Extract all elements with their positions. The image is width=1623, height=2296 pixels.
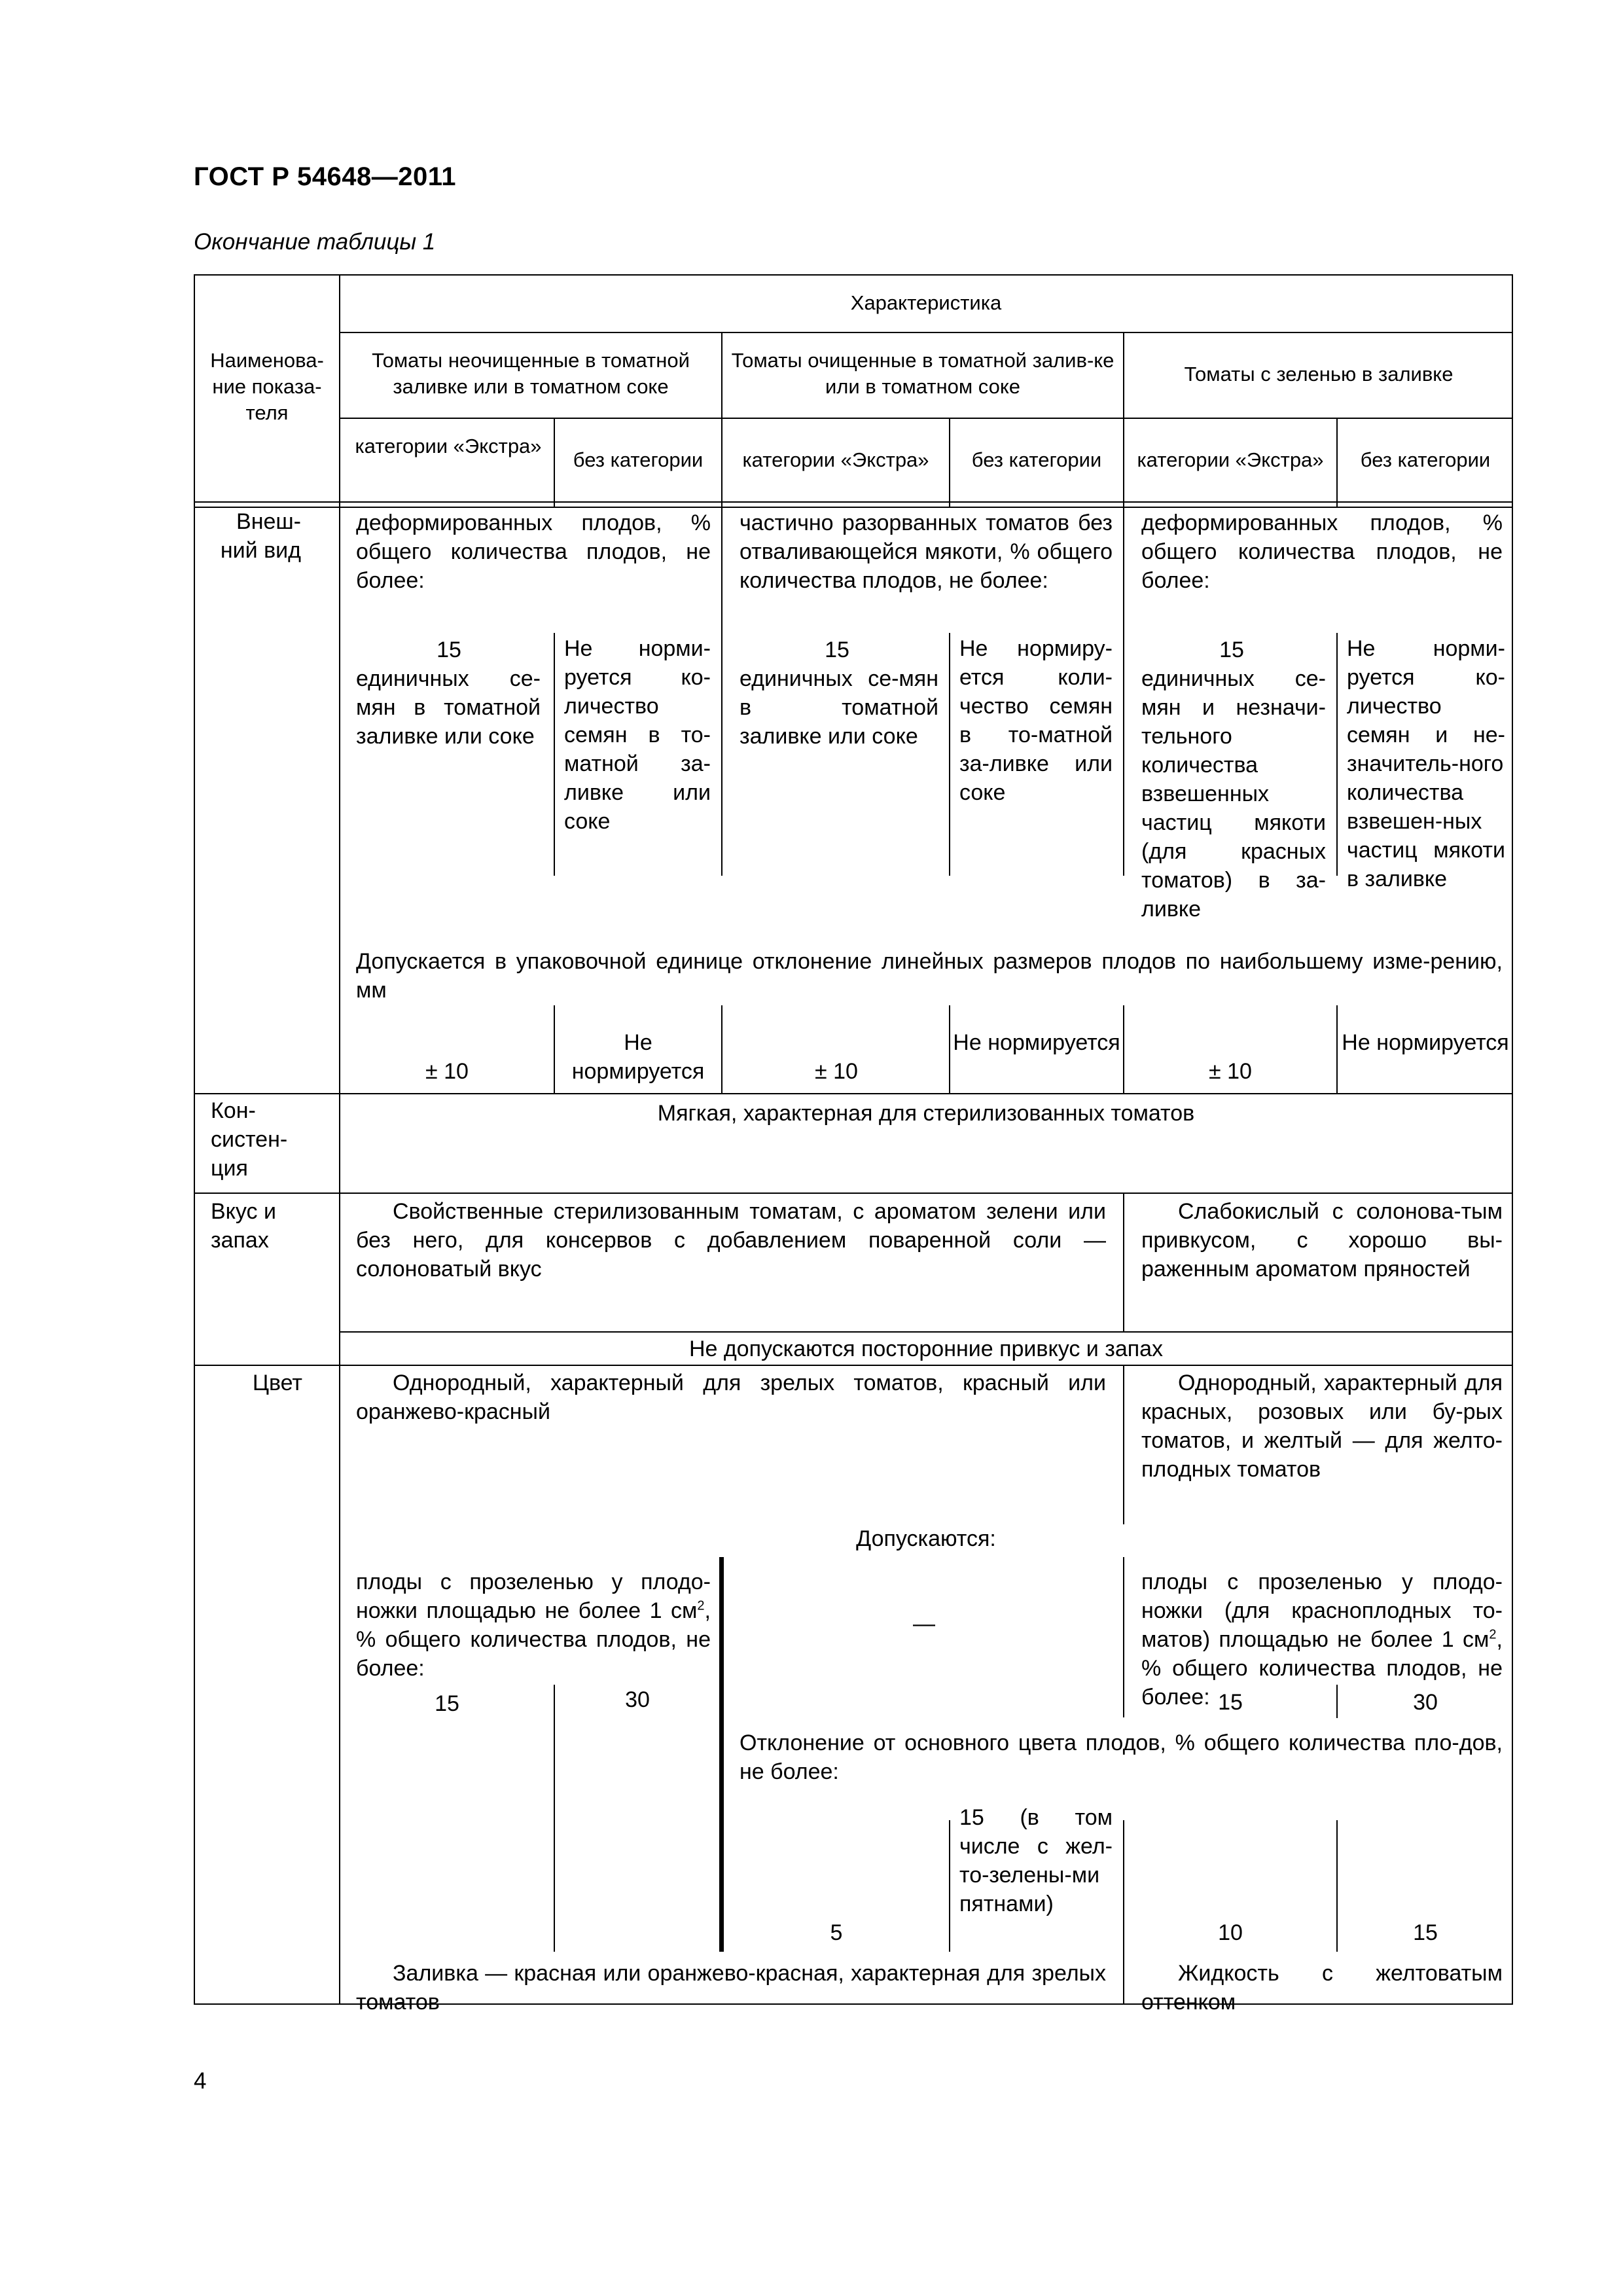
taste-common-text: Не допускаются посторонние привкус и запах <box>688 1336 1164 1361</box>
consistency-text: Мягкая, характерная для стерилизованных томатов <box>657 1101 1195 1126</box>
indicator-header: Наименова-ние показа-теля <box>210 349 324 424</box>
category-extra-3: категории «Экстра» <box>1137 448 1324 471</box>
appearance-g3-intro: деформированных плодов, % общего количества плодов, не более: <box>1141 511 1503 593</box>
page-number: 4 <box>194 2068 207 2094</box>
appearance-c1-text: единичных се-мян в томатной заливке или соке <box>356 666 541 749</box>
color-label: Цвет <box>252 1371 302 1395</box>
color-fill-left: Заливка — красная или оранжево-красная, характерная для зрелых томатов <box>356 1961 1106 2015</box>
color-dev-c3: 5 <box>830 1920 843 1945</box>
taste-split-line <box>1123 1193 1124 1331</box>
color-g1-sub-line <box>554 1685 555 1952</box>
table-border-right <box>1512 274 1513 2005</box>
header-group-line-1 <box>721 332 722 507</box>
appearance-dev-c3: ± 10 <box>815 1059 858 1084</box>
row-separator-2 <box>194 1193 1513 1194</box>
color-allowed-text: Допускаются: <box>856 1526 996 1551</box>
color-g1-green-text <box>356 1568 711 1683</box>
appearance-dev-c6: Не нормируется <box>1342 1030 1509 1055</box>
appearance-c6-text: Не норми-руется ко-личество семян и не-значитель-ного количества взвешен-ных частиц мякоти в заливке <box>1347 636 1505 891</box>
appearance-c3-text: единичных се-мян в томатной заливке или соке <box>740 666 938 749</box>
taste-left-text: Свойственные стерилизованным томатам, с ароматом зелени или без него, для консервов с добавлением поваренной соли — солоноватый вкус <box>356 1199 1106 1282</box>
color-dev-c5: 10 <box>1218 1920 1243 1945</box>
color-dev-c4: 15 (в том числе с жел-то-зелены-ми пятнами) <box>959 1805 1113 1916</box>
document-id: ГОСТ Р 54648—2011 <box>194 162 456 191</box>
table-border-top <box>194 274 1513 276</box>
consistency-label: Кон-систен-ция <box>211 1098 288 1181</box>
appearance-group-line-1 <box>721 507 722 876</box>
color-g3-green-pre: плоды с прозеленью у плодо-ножки (для красноплодных то-матов) площадью не более 1 см <box>1141 1570 1503 1652</box>
appearance-c1-value: 15 <box>437 637 461 662</box>
table-border-left <box>194 274 195 2005</box>
deviation-col-line-4 <box>1123 1005 1124 1093</box>
color-dev-line-2 <box>1123 1820 1124 1952</box>
color-thick-line <box>719 1557 724 1952</box>
appearance-dev-c1: ± 10 <box>425 1059 469 1084</box>
deviation-col-line-5 <box>1336 1005 1338 1093</box>
appearance-deviation-text: Допускается в упаковочной единице отклонение линейных размеров плодов по наибольшему изме-рению, мм <box>356 949 1503 1003</box>
taste-label: Вкус и запах <box>211 1199 276 1253</box>
color-deviation-text: Отклонение от основного цвета плодов, % общего количества пло-дов, не более: <box>740 1731 1503 1784</box>
appearance-dev-c4: Не нормируется <box>953 1030 1120 1055</box>
color-fill-right: Жидкость с желтоватым оттенком <box>1141 1961 1503 2015</box>
color-g1-green-pre: плоды с прозеленью у плодо-ножки площадью не более 1 см <box>356 1570 711 1623</box>
appearance-group-line-2 <box>1123 507 1124 876</box>
appearance-c5-value: 15 <box>1219 637 1244 662</box>
color-g1-value-1: 15 <box>435 1691 459 1716</box>
color-g3-value-2: 30 <box>1413 1690 1438 1715</box>
category-none-3: без категории <box>1360 448 1491 471</box>
color-dev-line-1 <box>949 1820 950 1952</box>
deviation-col-line-1 <box>554 1005 555 1093</box>
group-header-greens: Томаты с зеленью в заливке <box>1184 363 1454 386</box>
deviation-col-line-2 <box>721 1005 722 1093</box>
category-none-2: без категории <box>971 448 1102 471</box>
appearance-c3-value: 15 <box>825 637 849 662</box>
color-dev-line-3 <box>1336 1820 1338 1952</box>
header-subcol-line-1 <box>554 418 555 507</box>
appearance-label: Внеш-ний вид <box>220 509 301 563</box>
color-g3-value-1: 15 <box>1218 1690 1243 1715</box>
category-extra-2: категории «Экстра» <box>742 448 929 471</box>
row-separator-3 <box>194 1365 1513 1366</box>
color-split-line-top <box>1123 1365 1124 1524</box>
header-bottom-line-b <box>194 507 1513 508</box>
color-right-text: Однородный, характерный для красных, розовых или бу-рых томатов, и желтый — для желто-плодных томатов <box>1141 1371 1503 1482</box>
color-g3-left-line <box>1123 1557 1124 1717</box>
appearance-g2-intro: частично разорванных томатов без отваливающейся мякоти, % общего количества плодов, не более: <box>740 511 1113 593</box>
header-subcol-line-3 <box>1336 418 1338 507</box>
appearance-dev-c5: ± 10 <box>1209 1059 1252 1084</box>
header-line-1 <box>339 332 1513 333</box>
color-g1-superscript: 2 <box>697 1598 705 1613</box>
appearance-subcol-line-2 <box>949 633 950 876</box>
taste-right-text: Слабокислый с солонова-тым привкусом, с хорошо вы-раженным ароматом пряностей <box>1141 1199 1503 1282</box>
category-extra-1: категории «Экстра» <box>355 435 542 457</box>
indicator-column-line <box>339 274 340 2005</box>
appearance-c5-text: единичных се-мян и незначи-тельного количества взвешенных частиц мякоти (для красных томатов) в за-ливке <box>1141 666 1326 922</box>
color-g3-superscript: 2 <box>1489 1627 1497 1642</box>
appearance-subcol-line-1 <box>554 633 555 876</box>
fill-split-line <box>1123 1952 1124 2005</box>
appearance-subcol-line-3 <box>1336 633 1338 876</box>
color-g1-green-post: , % общего количества плодов, не более: <box>356 1598 711 1681</box>
table-caption: Окончание таблицы 1 <box>194 229 436 255</box>
header-group-line-2 <box>1123 332 1124 507</box>
appearance-c2-text: Не норми-руется ко-личество семян в то-матной за-ливке или соке <box>564 636 711 834</box>
group-header-unpeeled: Томаты неочищенные в томатной заливке или в томатном соке <box>372 349 690 398</box>
header-subcol-line-2 <box>949 418 950 507</box>
group-header-peeled: Томаты очищенные в томатной залив-ке или в томатном соке <box>731 349 1115 398</box>
characteristics-table <box>194 274 1513 2015</box>
characteristic-header: Характеристика <box>850 291 1002 314</box>
row-separator-1 <box>194 1093 1513 1094</box>
color-g2-dash: — <box>913 1611 935 1636</box>
appearance-c4-text: Не нормиру-ется коли-чество семян в то-матной за-ливке или соке <box>959 636 1113 805</box>
appearance-dev-c2: Не нормируется <box>571 1030 705 1084</box>
color-left-text: Однородный, характерный для зрелых томатов, красный или оранжево-красный <box>356 1371 1106 1424</box>
appearance-g1-intro: деформированных плодов, % общего количества плодов, не более: <box>356 511 711 593</box>
header-bottom-line-a <box>194 501 1513 503</box>
color-g3-green-post: , % общего количества плодов, не более: <box>1141 1627 1503 1710</box>
color-g1-value-2: 30 <box>625 1687 650 1712</box>
deviation-col-line-3 <box>949 1005 950 1093</box>
category-none-1: без категории <box>573 448 704 471</box>
color-dev-c6: 15 <box>1413 1920 1438 1945</box>
taste-common-line <box>339 1331 1513 1333</box>
